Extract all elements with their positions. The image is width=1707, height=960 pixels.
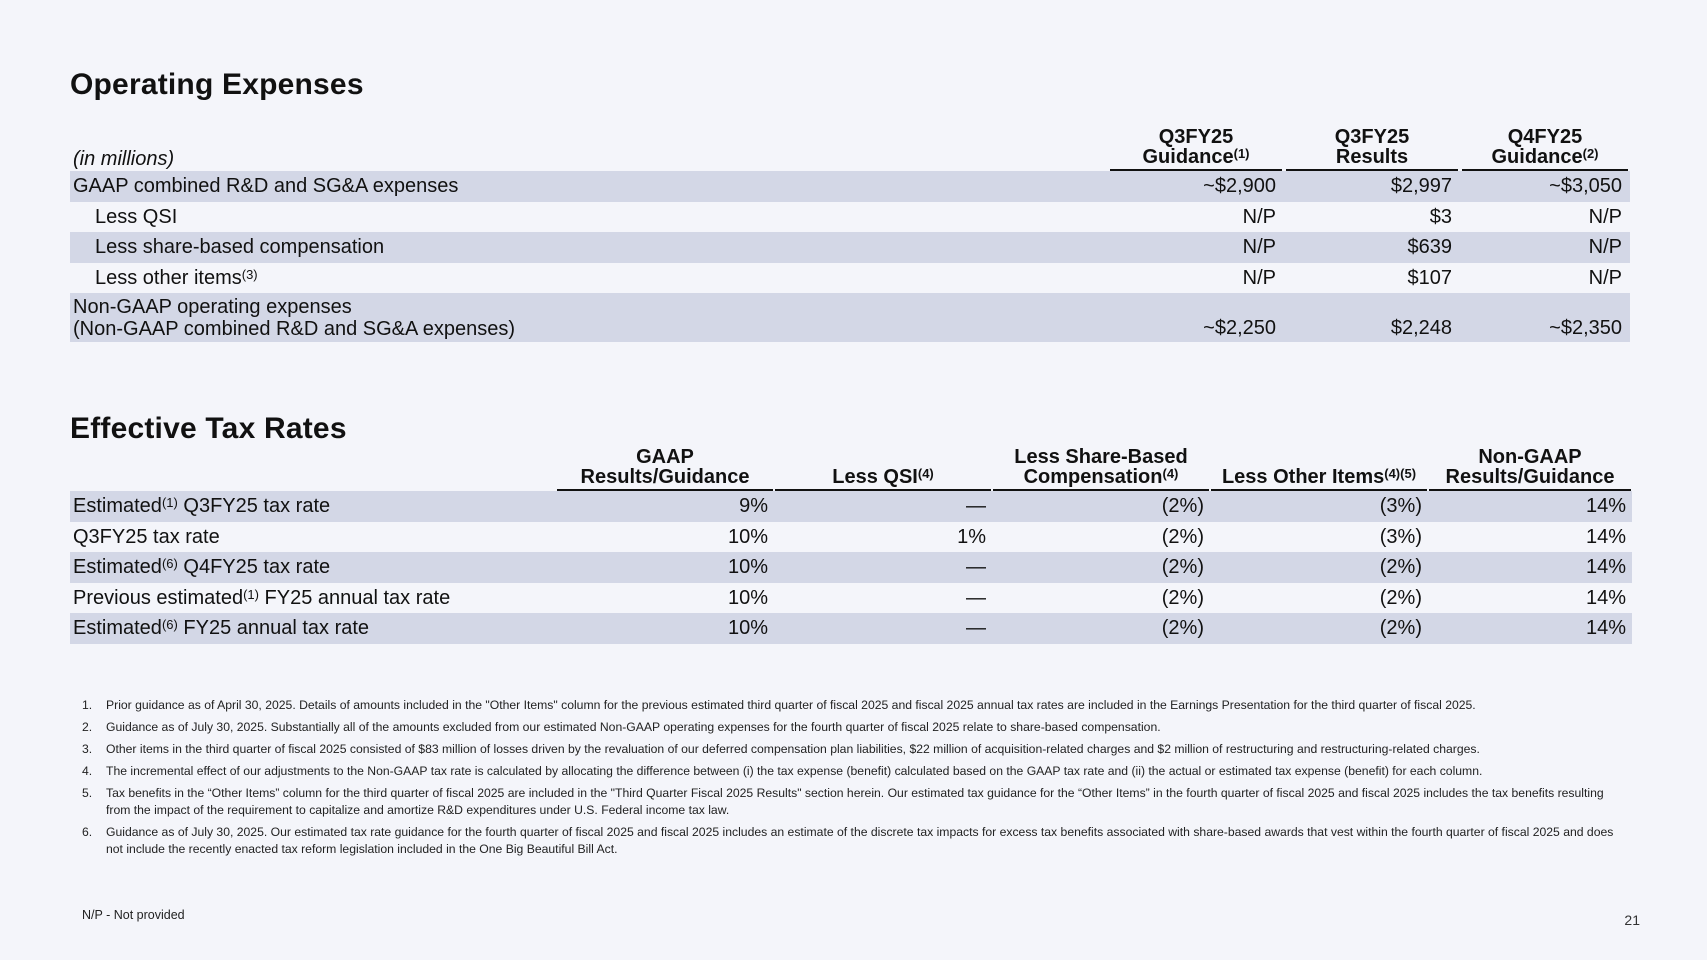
cell-value: N/P — [1242, 205, 1276, 228]
table-row — [70, 293, 1630, 342]
row-label: Estimated — [73, 556, 162, 579]
etr-col-less-sbc-line1: Less Share-Based — [1014, 446, 1188, 468]
cell-value: (2%) — [1379, 586, 1422, 609]
etr-col-non-gaap — [1428, 447, 1632, 491]
table-row — [70, 171, 1630, 202]
cell-value: 1% — [957, 525, 986, 548]
cell-value: N/P — [1588, 266, 1622, 289]
cell-value: N/P — [1242, 266, 1276, 289]
footnote-text: The incremental effect of our adjustments to the Non-GAAP tax rate is calculated by allocating the difference between (i) the tax expense (benefit) calculated based on the GAAP tax rate and (ii) the actual or estimated tax expense (benefit) for each column. — [106, 764, 1483, 778]
row-label: Non-GAAP operating expenses — [73, 295, 352, 318]
table-row — [70, 583, 1632, 614]
cell-value: ~$2,350 — [1460, 293, 1630, 342]
footnote-number: 5. — [82, 786, 93, 800]
opex-col-q3-guidance-line1: Q3FY25 — [1158, 126, 1234, 148]
footnote-item — [82, 824, 1627, 858]
footnote-ref: (1) — [161, 495, 178, 511]
etr-col-gaap-line1: GAAP — [636, 446, 694, 468]
footnotes-list — [82, 697, 1627, 863]
row-label-cell — [70, 491, 556, 522]
etr-col-less-sbc — [992, 447, 1210, 491]
opex-col-q4-guidance-line2: Guidance — [1491, 146, 1583, 168]
cell-value: 10% — [556, 552, 774, 583]
row-label-suffix: FY25 annual tax rate — [258, 586, 451, 609]
cell-value: ~$2,900 — [1108, 171, 1284, 202]
cell-value: (3%) — [1210, 491, 1428, 522]
etr-col-gaap — [556, 447, 774, 491]
cell-value: ~$2,250 — [1108, 293, 1284, 342]
footnote-item — [82, 697, 1627, 714]
opex-col-q3-results — [1284, 127, 1460, 171]
column-underline — [1429, 489, 1631, 491]
footnote-text: Guidance as of July 30, 2025. Our estimated tax rate guidance for the fourth quarter of fiscal 2025 and fiscal 2025 includes an estimate of the discrete tax impacts for excess tax benefits associated with share-based awards that vest within the fourth quarter of fiscal 2025 and does not include the recently enacted tax reform legislation included in the One Big Beautiful Bill Act. — [106, 825, 1614, 856]
cell-value: $639 — [1284, 232, 1460, 263]
cell-value: (2%) — [992, 613, 1210, 644]
footnote-text: Prior guidance as of April 30, 2025. Details of amounts included in the "Other Items" column for the previous estimated third quarter of fiscal 2025 and fiscal 2025 annual tax rates are included in the Earnings Presentation for the third quarter of fiscal 2025. — [106, 698, 1476, 712]
row-label: Previous estimated — [73, 586, 244, 609]
opex-col-q3-results-line1: Q3FY25 — [1334, 126, 1410, 148]
cell-value: (2%) — [1161, 525, 1204, 548]
row-label: Less share-based compensation — [70, 232, 1108, 263]
etr-col-non-gaap-line2: Results/Guidance — [1445, 466, 1615, 488]
cell-value: $2,997 — [1284, 171, 1460, 202]
footnote-ref: (6) — [161, 617, 178, 633]
etr-header-row — [70, 447, 1632, 491]
operating-expenses-table — [70, 127, 1630, 342]
column-underline — [1462, 169, 1628, 171]
cell-value: — — [774, 491, 992, 522]
cell-value: $3 — [1429, 205, 1452, 228]
opex-col-q4-guidance-line1: Q4FY25 — [1507, 126, 1583, 148]
row-label: GAAP combined R&D and SG&A expenses — [70, 171, 1108, 202]
etr-header-blank — [70, 447, 556, 491]
footnote-text: Guidance as of July 30, 2025. Substantially all of the amounts excluded from our estimated Non-GAAP operating expenses for the fourth quarter of fiscal 2025 relate to share-based compensation. — [106, 720, 1161, 734]
effective-tax-rates-title: Effective Tax Rates — [70, 412, 347, 445]
etr-col-less-other-label: Less Other Items — [1221, 466, 1385, 488]
cell-value: ~$3,050 — [1460, 171, 1630, 202]
cell-value: $2,248 — [1284, 293, 1460, 342]
footnote-item — [82, 741, 1627, 758]
operating-expenses-title: Operating Expenses — [70, 68, 364, 101]
cell-value: (3%) — [1379, 525, 1422, 548]
column-underline — [775, 489, 991, 491]
opex-col-q3-guidance-line2: Guidance — [1142, 146, 1234, 168]
row-label-suffix: FY25 annual tax rate — [177, 617, 370, 640]
etr-col-less-sbc-footnote-ref: (4) — [1162, 466, 1179, 481]
row-label: Estimated — [73, 495, 162, 518]
row-label: Estimated — [73, 617, 162, 640]
table-row — [70, 202, 1630, 233]
row-label: Less QSI — [95, 205, 178, 228]
cell-value: N/P — [1108, 232, 1284, 263]
etr-col-less-qsi — [774, 447, 992, 491]
row-label: Q3FY25 tax rate — [73, 525, 220, 548]
opex-col-q3-results-line2: Results — [1335, 146, 1409, 168]
column-underline — [1286, 169, 1458, 171]
etr-col-less-qsi-footnote-ref: (4) — [917, 466, 934, 481]
footnote-item — [82, 785, 1627, 819]
cell-value: 14% — [1428, 613, 1632, 644]
column-underline — [1110, 169, 1282, 171]
cell-value: (2%) — [992, 552, 1210, 583]
cell-value: $107 — [1407, 266, 1452, 289]
opex-col-q4-guidance-footnote-ref: (2) — [1582, 146, 1599, 161]
etr-col-gaap-line2: Results/Guidance — [580, 466, 750, 488]
etr-col-less-other-footnote-ref: (4)(5) — [1384, 466, 1417, 481]
footnote-number: 1. — [82, 698, 93, 712]
table-row — [70, 232, 1630, 263]
row-label-suffix: Q3FY25 tax rate — [177, 495, 331, 518]
cell-value: — — [774, 552, 992, 583]
opex-header-row — [70, 127, 1630, 171]
cell-value: 10% — [727, 525, 768, 548]
footnote-text: Tax benefits in the “Other Items” column for the third quarter of fiscal 2025 are included in the "Third Quarter Fiscal 2025 Results" section herein. Our estimated tax guidance for the “Other Items” in the fourth quarter of fiscal 2025 and fiscal 2025 includes the tax benefits resulting from the impact of the requirement to capitalize and amortize R&D expenditures under U.S. Federal income tax law. — [106, 786, 1604, 817]
table-row — [70, 522, 1632, 553]
cell-value: (2%) — [1161, 586, 1204, 609]
row-label-cell — [70, 552, 556, 583]
page-number: 21 — [1624, 912, 1640, 928]
table-row — [70, 491, 1632, 522]
cell-value: N/P — [1588, 205, 1622, 228]
not-provided-note: N/P - Not provided — [82, 908, 185, 922]
cell-value: 14% — [1585, 525, 1626, 548]
cell-value: — — [966, 586, 986, 609]
footnote-number: 6. — [82, 825, 93, 839]
footnote-item — [82, 763, 1627, 780]
cell-value: — — [774, 613, 992, 644]
footnote-number: 2. — [82, 720, 93, 734]
cell-value: (2%) — [1210, 552, 1428, 583]
footnote-text: Other items in the third quarter of fiscal 2025 consisted of $83 million of losses driven by the revaluation of our deferred compensation plan liabilities, $22 million of acquisition-related charges and $2 million of restructuring and restructuring-related charges. — [106, 742, 1480, 756]
row-label-suffix: Q4FY25 tax rate — [177, 556, 331, 579]
cell-value: 14% — [1428, 491, 1632, 522]
cell-value: 14% — [1428, 552, 1632, 583]
opex-unit-label: (in millions) — [73, 148, 175, 170]
row-label-cell — [70, 583, 556, 614]
cell-value: (2%) — [992, 491, 1210, 522]
table-row — [70, 613, 1632, 644]
opex-col-q3-guidance — [1108, 127, 1284, 171]
footnote-item — [82, 719, 1627, 736]
column-underline — [1211, 489, 1427, 491]
etr-col-less-sbc-line2: Compensation — [1023, 466, 1163, 488]
row-label-cell — [70, 293, 1108, 342]
table-row — [70, 552, 1632, 583]
footnote-number: 3. — [82, 742, 93, 756]
footnote-ref: (3) — [241, 266, 258, 282]
etr-col-less-qsi-label: Less QSI — [832, 466, 918, 488]
row-label-line2: (Non-GAAP combined R&D and SG&A expenses) — [73, 317, 516, 340]
cell-value: N/P — [1460, 232, 1630, 263]
column-underline — [557, 489, 773, 491]
effective-tax-rates-table — [70, 447, 1632, 644]
row-label-cell — [70, 613, 556, 644]
row-label-cell — [70, 522, 556, 553]
cell-value: 10% — [556, 613, 774, 644]
cell-value: (2%) — [1210, 613, 1428, 644]
cell-value: 10% — [727, 586, 768, 609]
row-label: Less other items — [95, 266, 242, 289]
cell-value: 14% — [1585, 586, 1626, 609]
row-label-cell — [70, 263, 1108, 294]
table-row — [70, 263, 1630, 294]
etr-col-non-gaap-line1: Non-GAAP — [1478, 446, 1582, 468]
opex-col-q3-guidance-footnote-ref: (1) — [1233, 146, 1250, 161]
etr-col-less-other — [1210, 447, 1428, 491]
footnote-ref: (6) — [161, 556, 178, 572]
footnote-ref: (1) — [243, 586, 259, 602]
footnote-number: 4. — [82, 764, 93, 778]
column-underline — [993, 489, 1209, 491]
opex-col-q4-guidance — [1460, 127, 1630, 171]
cell-value: 9% — [556, 491, 774, 522]
